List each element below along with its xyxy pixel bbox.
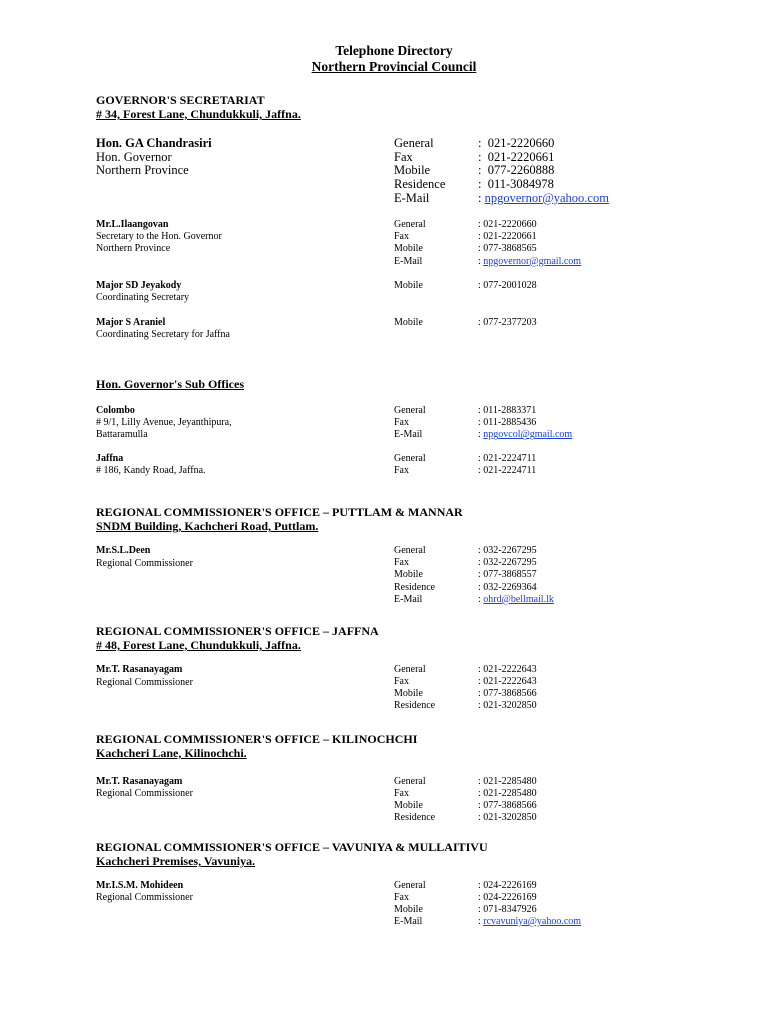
contact-value-email [478,256,581,267]
contact-org-secretary: Northern Province [96,243,171,254]
section-address-governor-secretariat: # 34, Forest Lane, Chundukkuli, Jaffna. [96,107,301,121]
contact-label-e-mail: E-Mail [394,916,423,927]
contact-name-vavuniya: Mr.I.S.M. Mohideen [96,880,184,891]
email-link[interactable]: ohrd@bellmail.lk [483,593,554,605]
contact-label-general: General [394,664,426,675]
contact-value-fax: : 021-2222643 [478,676,537,687]
contact-value-fax: : 021-2224711 [478,465,537,477]
contact-label-residence: Residence [394,812,436,823]
contact-role-governor: Hon. Governor [96,150,172,164]
contact-value-residence: : 021-3202850 [478,700,537,711]
email-separator: : [478,916,484,927]
contact-value-residence: : 021-3202850 [478,812,537,823]
email-link[interactable]: npgovernor@yahoo.com [484,190,609,205]
contact-name-puttlam: Mr.S.L.Deen [96,545,151,556]
contact-label-general: General [394,136,434,150]
contact-label-general: General [394,453,426,464]
contact-value-general: : 021-2222643 [478,664,537,675]
contact-value-general: : 024-2226169 [478,880,537,891]
contact-value-mobile: : 077-3868565 [478,243,537,255]
contact-label-fax: Fax [394,892,409,903]
section-address-vavuniya: Kachcheri Premises, Vavuniya. [96,854,256,868]
office-name-colombo: Colombo [96,405,135,416]
section-heading-puttlam: REGIONAL COMMISSIONER'S OFFICE – PUTTLAM & MANNAR [96,505,463,519]
contact-label-residence: Residence [394,700,436,711]
contact-role-jeyakody: Coordinating Secretary [96,292,190,303]
contact-label-fax: Fax [394,465,409,477]
contact-name-secretary: Mr.L.Ilaangovan [96,219,169,230]
contact-value-mobile: : 077-3868566 [478,688,537,699]
contact-name-governor: Hon. GA Chandrasiri [96,136,212,150]
contact-value-mobile: : 077-2377203 [478,317,537,328]
office-name-jaffna: Jaffna [96,453,124,464]
contact-label-mobile: Mobile [394,317,423,328]
contact-value-fax: : 032-2267295 [478,557,537,569]
contact-role-puttlam: Regional Commissioner [96,558,193,569]
contact-name-kilinochchi: Mr.T. Rasanayagam [96,776,183,787]
email-separator: : [478,593,484,605]
office-address-colombo-line1: # 9/1, Lilly Avenue, Jeyanthipura, [96,417,232,428]
office-address-jaffna: # 186, Kandy Road, Jaffna. [96,465,206,476]
contact-label-e-mail: E-Mail [394,593,423,605]
email-separator: : [478,190,485,205]
contact-value-email [478,916,581,927]
contact-label-fax: Fax [394,149,413,164]
contact-value-email [478,191,609,206]
contact-value-fax: : 021-2220661 [478,231,537,243]
contact-value-general: : 021-2224711 [478,453,537,464]
contact-value-general: : 021-2220660 [478,219,537,230]
contact-name-jaffna: Mr.T. Rasanayagam [96,664,183,675]
email-separator: : [478,255,484,267]
contact-value-residence: : 032-2269364 [478,581,537,593]
contact-label-fax: Fax [394,676,409,687]
office-address-colombo-line2: Battaramulla [96,429,148,440]
section-address-kilinochchi: Kachcheri Lane, Kilinochchi. [96,746,247,760]
contact-value-mobile: : 077-3868557 [478,569,537,581]
contact-role-jaffna: Regional Commissioner [96,677,193,688]
contact-label-fax: Fax [394,788,409,799]
contact-value-fax: : 021-2220661 [478,149,555,164]
section-heading-vavuniya: REGIONAL COMMISSIONER'S OFFICE – VAVUNIYA & MULLAITIVU [96,840,488,854]
contact-role-secretary: Secretary to the Hon. Governor [96,231,222,242]
document-title: Telephone Directory [335,43,453,58]
contact-label-mobile: Mobile [394,163,431,178]
contact-value-fax: : 024-2226169 [478,892,537,903]
contact-value-mobile: : 077-2001028 [478,280,537,291]
section-heading-jaffna: REGIONAL COMMISSIONER'S OFFICE – JAFFNA [96,624,379,638]
contact-label-fax: Fax [394,557,409,569]
contact-label-mobile: Mobile [394,800,423,811]
email-link[interactable]: npgovernor@gmail.com [483,255,582,267]
contact-org-governor: Northern Province [96,163,189,177]
contact-value-general: : 032-2267295 [478,545,537,556]
contact-label-mobile: Mobile [394,243,423,255]
contact-value-mobile: : 077-2260888 [478,163,555,178]
section-address-puttlam: SNDM Building, Kachcheri Road, Puttlam. [96,519,319,533]
contact-role-kilinochchi: Regional Commissioner [96,788,193,799]
contact-value-email [478,594,554,605]
contact-value-fax: : 021-2285480 [478,788,537,799]
contact-value-general: : 021-2285480 [478,776,537,787]
contact-label-fax: Fax [394,417,409,429]
contact-label-mobile: Mobile [394,280,423,291]
contact-label-e-mail: E-Mail [394,255,423,267]
section-heading-kilinochchi: REGIONAL COMMISSIONER'S OFFICE – KILINOCHCHI [96,732,418,746]
section-heading-governor-secretariat: GOVERNOR'S SECRETARIAT [96,93,265,107]
contact-role-araniel: Coordinating Secretary for Jaffna [96,329,230,340]
contact-label-general: General [394,219,426,230]
contact-label-general: General [394,545,426,556]
section-heading-sub-offices: Hon. Governor's Sub Offices [96,377,245,391]
contact-label-e-mail: E-Mail [394,429,423,441]
contact-value-general: : 011-2883371 [478,405,537,416]
section-address-jaffna: # 48, Forest Lane, Chundukkuli, Jaffna. [96,638,301,652]
contact-label-residence: Residence [394,581,436,593]
email-link[interactable]: npgovcol@gmail.com [483,429,573,441]
contact-label-fax: Fax [394,231,409,243]
document-subtitle: Northern Provincial Council [311,59,477,74]
contact-label-mobile: Mobile [394,569,423,581]
contact-value-mobile: : 071-8347926 [478,904,537,915]
contact-value-mobile: : 077-3868566 [478,800,537,811]
email-link[interactable]: rcvavuniya@yahoo.com [483,916,582,927]
contact-label-mobile: Mobile [394,904,423,915]
contact-label-e-mail: E-Mail [394,190,430,205]
contact-role-vavuniya: Regional Commissioner [96,892,193,903]
contact-value-fax: : 011-2885436 [478,417,537,429]
contact-label-residence: Residence [394,177,446,192]
contact-value-residence: : 011-3084978 [478,177,554,192]
contact-label-mobile: Mobile [394,688,423,699]
contact-label-general: General [394,880,426,891]
contact-value-email [478,429,572,440]
contact-label-general: General [394,776,426,787]
email-separator: : [478,429,484,441]
contact-name-araniel: Major S Araniel [96,317,166,328]
contact-value-general: : 021-2220660 [478,136,555,150]
contact-label-general: General [394,405,426,416]
contact-name-jeyakody: Major SD Jeyakody [96,280,182,291]
